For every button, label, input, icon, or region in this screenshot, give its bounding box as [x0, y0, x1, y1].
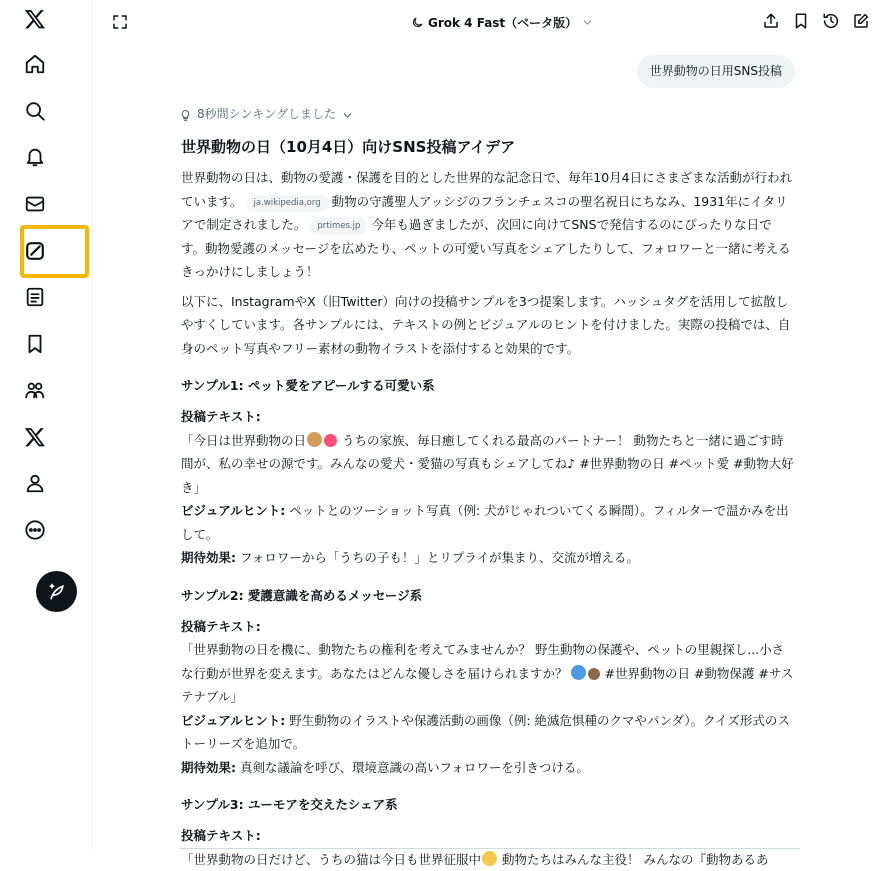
post-label: 投稿テキスト:	[181, 824, 795, 848]
intro-text: 世界動物の日は、動物の愛護・保護を目的とした世界的な記念日で、毎年10月4日にさまざまな活動が行われています。	[181, 170, 792, 209]
expected-effect: 期待効果: フォロワーから「うちの子も！」とリプライが集まり、交流が増える。	[181, 546, 795, 570]
bell-icon[interactable]	[13, 135, 57, 179]
intro-text: 動物の守護聖人アッシジのフランチェスコの聖名祝日にちなみ、1931年にイタリアで制定されました。	[181, 194, 788, 233]
bookmark-icon[interactable]	[792, 12, 810, 30]
thinking-label: 8秒間シンキングしました	[197, 103, 336, 127]
lightbulb-icon	[179, 109, 192, 122]
x-logo-icon[interactable]	[13, 0, 57, 41]
expected-effect: 期待効果: 真剣な議論を呼び、環境意識の高いフォロワーを引きつける。	[181, 756, 795, 780]
source-chip[interactable]: prtimes.jp	[310, 218, 367, 235]
left-nav-rail	[0, 0, 93, 850]
bookmark-icon[interactable]	[13, 322, 57, 366]
compose-icon	[47, 582, 67, 602]
intro-text: 今年も過ぎましたが、次回に向けてSNSで発信するのにぴったりな日です。動物愛護のメッセージを広めたり、ペットの可愛い写真をシェアしたりして、フォロワーと一緒に考えるきっかけにしましょう！	[181, 217, 791, 279]
sample-heading: サンプル1: ペット愛をアピールする可愛い系	[181, 374, 795, 397]
expand-icon[interactable]	[111, 13, 129, 31]
sample-heading: サンプル2: 愛護意識を高めるメッセージ系	[181, 584, 795, 607]
new-chat-icon[interactable]	[852, 12, 870, 30]
visual-hint: ビジュアルヒント: ペットとのツーショット写真（例: 犬がじゃれついてくる瞬間）。フィルターで温かみを出して。	[181, 499, 795, 546]
x-premium-icon[interactable]	[13, 415, 57, 459]
sample-block	[181, 405, 795, 570]
answer-title: 世界動物の日（10月4日）向けSNS投稿アイデア	[181, 134, 795, 160]
grok-icon[interactable]	[13, 229, 57, 273]
lead-paragraph: 以下に、InstagramやX（旧Twitter）向けの投稿サンプルを3つ提案します。ハッシュタグを活用して拡散しやすくしています。各サンプルには、テキストの例とビジュアルのヒントを付けました。実際の投稿では、自身のペット写真やフリー素材の動物イラストを添付すると効果的です。	[181, 290, 795, 361]
laughing-emoji-icon	[482, 851, 497, 866]
post-text: 「世界動物の日だけど、うちの猫は今日も世界征服中 動物たちはみんな主役！ みんなの『動物あるあ	[181, 848, 795, 871]
list-icon[interactable]	[13, 275, 57, 319]
more-icon[interactable]	[13, 508, 57, 552]
intro-paragraph	[181, 166, 795, 284]
chevron-down-icon	[341, 109, 354, 122]
post-label: 投稿テキスト:	[181, 615, 795, 639]
post-text: 「今日は世界動物の日 うちの家族、毎日癒してくれる最高のパートナー！ 動物たちと一緒に過ごす時間が、私の幸せの源です。みんなの愛犬・愛猫の写真もシェアしてね♪ #世界動物の日 #ペット愛 #動物大好き」	[181, 429, 795, 500]
post-label: 投稿テキスト:	[181, 405, 795, 429]
share-icon[interactable]	[762, 12, 780, 30]
search-icon[interactable]	[13, 89, 57, 133]
user-message-bubble: 世界動物の日用SNS投稿	[637, 55, 795, 88]
model-selector[interactable]	[411, 12, 594, 32]
sample-heading: サンプル3: ユーモアを交えたシェア系	[181, 793, 795, 816]
visual-hint: ビジュアルヒント: 野生動物のイラストや保護活動の画像（例: 絶滅危惧種のクマやパンダ）。クイズ形式のストーリーズを追加で。	[181, 709, 795, 756]
history-icon[interactable]	[822, 12, 840, 30]
home-icon[interactable]	[13, 42, 57, 86]
compose-button[interactable]	[36, 571, 77, 612]
composer-top-border	[180, 848, 800, 849]
profile-icon[interactable]	[13, 461, 57, 505]
top-bar	[93, 0, 880, 44]
globe-emoji-icon	[571, 665, 586, 680]
dog-emoji-icon	[307, 432, 322, 447]
post-text: 「世界動物の日を機に、動物たちの権利を考えてみませんか？ 野生動物の保護や、ペットの里親探し...小さな行動が世界を変えます。あなたはどんな優しさを届けられますか？ #世界動物の日 #動物保護 #サステナブル」	[181, 638, 795, 709]
hearts-emoji-icon	[324, 434, 337, 447]
chevron-down-icon	[581, 16, 594, 29]
moon-icon	[411, 16, 424, 29]
mail-icon[interactable]	[13, 182, 57, 226]
assistant-answer	[181, 104, 795, 871]
model-label: Grok 4 Fast（ベータ版）	[428, 14, 577, 31]
paw-emoji-icon	[588, 668, 600, 680]
thinking-toggle[interactable]	[179, 104, 795, 126]
communities-icon[interactable]	[13, 368, 57, 412]
top-actions	[762, 12, 870, 30]
sample-block	[181, 615, 795, 780]
source-chip[interactable]: ja.wikipedia.org	[247, 195, 328, 212]
